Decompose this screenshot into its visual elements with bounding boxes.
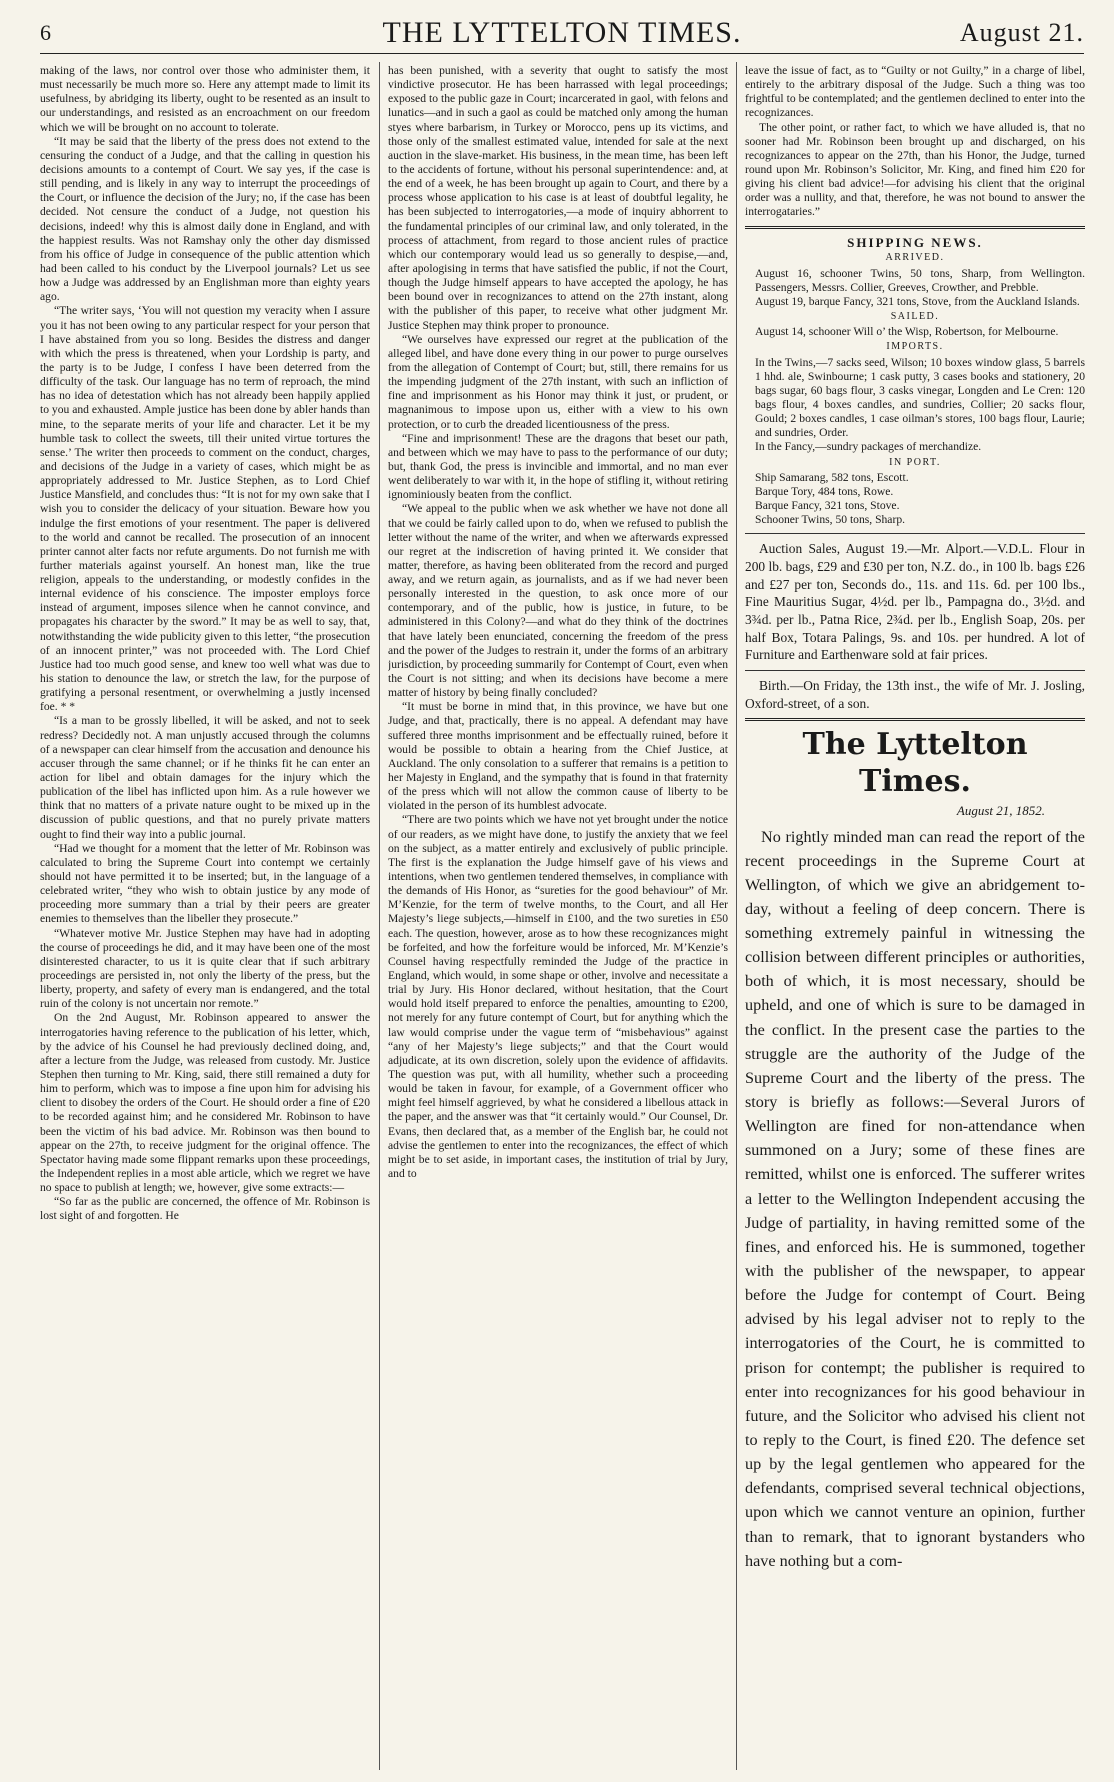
- masthead-title: THE LYTTELTON TIMES.: [382, 16, 742, 49]
- arrived-subheading: ARRIVED.: [885, 252, 945, 264]
- shipping-entry: In the Fancy,—sundry packages of merchandize.: [755, 440, 982, 454]
- shipping-entry: Ship Samarang, 582 tons, Escott.: [755, 470, 909, 484]
- column-1: [40, 64, 370, 1764]
- page-number: 6: [40, 20, 51, 45]
- shipping-entry: Schooner Twins, 50 tons, Sharp.: [755, 513, 906, 527]
- page-header: [40, 14, 1084, 54]
- auction-sales: Auction Sales, August 19.—Mr. Alport.—V.D.L. Flour in 200 lb. bags, £29 and £30 per ton, N.Z. do., in 100 lb. bags £26 and £27 per ton, Seconds do., 11s. and 11s. 6d. per 100 lbs., Fine Mauritius Sugar, 4½d. per lb., Pampagna do., 3½d. and 3¾d. per lb., Patna Rice, 2¾d. per lb., English Soap, 20s. per half Box, Totara Palings, 9s. and 10s. per hundred. A lot of Furniture and Earthenware sold at fair prices.: [745, 541, 1085, 663]
- shipping-entry: Barque Fancy, 321 tons, Stove.: [755, 498, 900, 512]
- header-date: August 21.: [959, 18, 1084, 47]
- imports-subheading: IMPORTS.: [886, 341, 944, 353]
- paragraph: “Fine and imprisonment! These are the dragons that beset our path, and between which we may have to pass to the performance of our duty; but, thank God, the press is invincible and immortal, and no man ever went deliberately to war with it, in the hope of stifling it, without retiring ignominiously beaten from the conflict.: [388, 431, 728, 502]
- paragraph: “Is a man to be grossly libelled, it will be asked, and not to seek redress? Decidedly not. A man unjustly accused through the columns of a newspaper can clear himself from the accusation and denounce his accuser through the same channel; or if he thinks fit he can enter an action for libel and obtain damages for the injury which the publication of the libel has inflicted upon him. As a rule however we think that no matters of a private nature ought to be mixed up in the discussion of public questions, and that no purely private matters ought to find their way into a public journal.: [40, 714, 370, 841]
- paragraph: making of the laws, nor control over those who administer them, it must necessarily be much more so. Here any attempt made to limit its usefulness, by abridging its liberty, ought to be resented as an insult to our understandings, and resisted as an encroachment on our freedom which we will be brought on no account to tolerate.: [40, 64, 370, 134]
- shipping-entry: August 16, schooner Twins, 50 tons, Sharp, from Wellington. Passengers, Messrs. Collier, Greeves, Crowther, and Prebble.: [755, 266, 1085, 294]
- paragraph: “We appeal to the public when we ask whether we have not done all that we could be fairly called upon to do, when we refused to publish the letter without the name of the writer, and when we afterwards expressed our regret at the indiscretion of having printed it. We consider that matter, therefore, as having been obliterated from the record and purged away, and we return again, as journalists, and as if we had never been personally interested in the question, to ask once more of our contemporary, and of the public, how is justice, in future, to be administered in this Colony?—and what do they think of the doctrines that have lately been enunciated, concerning the freedom of the press and the power of the Judges to restrain it, under the forms of an arbitrary jurisdiction, by proceeding summarily for Contempt of Court, even when the Court is not sitting; and when its decisions have become a mere matter of history by being finally concluded?: [388, 502, 728, 700]
- shipping-entry: In the Twins,—7 sacks seed, Wilson; 10 boxes window glass, 5 barrels 1 hhd. ale, Swinbourne; 1 cask putty, 3 cases books and stationery, 20 bags sugar, 60 bags flour, 3 casks vinegar, Longden and Le Cren: 120 bags flour, 4 boxes candles, and sundries, Collier; 20 sacks flour, Gould; 2 boxes candles, 1 case oilman’s stores, 100 bags flour, Laurie; and sundries, Order.: [755, 355, 1085, 440]
- section-rule: [745, 670, 1085, 671]
- paragraph: “We ourselves have expressed our regret at the publication of the alleged libel, and have done every thing in our power to purge ourselves from the allegation of Contempt of Court; but, still, there remains for us the impending judgment of the 27th instant, with such an infliction of fine and imprisonment as his Honor may think it just, or prudent, or magnanimous to impose upon us, either with a view to his own protection, or to curb the dreaded licentiousness of the press.: [388, 332, 728, 431]
- paragraph: “There are two points which we have not yet brought under the notice of our readers, as we might have done, to justify the anxiety that we feel on the subject, as a matter entirely and exclusively of public principle. The first is the explanation the Judge himself gave of his views and intentions, when two gentlemen tendered themselves, in compliance with the demands of His Honor, as “sureties for the good behaviour” of Mr. M’Kenzie, for the term of twelve months, to the Court, and all Her Majesty’s liege subjects,—himself in £100, and the two sureties in £50 each. The question, however, arose as to how these recognizances might be forfeited, and how the forfeiture would be inforced, Mr. M’Kenzie’s Counsel having respectfully reminded the Judge of the practice in England, which would, in some shape or other, involve and necessitate a trial by Jury. His Honor declared, without hesitation, that the Court would hold itself prepared to enforce the penalties, amounting to £200, not merely for any future contempt of Court, but for anything which the law would comprise under the vague term of “misbehavious” against “any of her Majesty’s liege subjects;” and that the Court would adjudicate, at its own discretion, solely upon the evidence of affidavits. The question was put, with all humility, whether such a proceeding would be taken in favour, for example, of a Government officer who might feel himself aggrieved, by what he considered a libellous attack in the paper, and the answer was that “it certainly would.” Our Counsel, Dr. Evans, then declared that, as a member of the English bar, he could not advise the gentlemen to enter into the recognizances, the effect of which might be to set aside, in important cases, the institution of trial by Jury, and to: [388, 813, 728, 1180]
- paragraph: The other point, or rather fact, to which we have alluded is, that no sooner had Mr. Robinson been brought up and discharged, on his recognizances to appear on the 27th, than his Honor, the Judge, turned round upon Mr. Robinson’s Solicitor, Mr. King, and fined him £20 for giving his client bad advice!—for advising his client that the original order was a nullity, and that, therefore, he was not bound to answer the interrogataries.”: [745, 120, 1085, 219]
- column-divider: [379, 62, 380, 1770]
- paragraph: “So far as the public are concerned, the offence of Mr. Robinson is lost sight of and forgotten. He: [40, 1195, 370, 1223]
- paragraph: “The writer says, ‘You will not question my veracity when I assure you it has not been owing to any particular respect for your person that I have abstained from you so long. Besides the distress and danger with which the press is threatened, when your Lordship is party, and the party is to be Judge, I confess I have been deterred from the difficulty of the task. Our language has no term of reproach, the mind has no idea of detestation which has not already been happily applied to you and exhausted. Ample justice has been done by abler hands than mine, to the separate merits of your life and character. Let it be my humble task to collect the sweets, till their united virtue tortures the sense.’ The writer then proceeds to comment on the conduct, charges, and decisions of the Judge in a variety of cases, which might be as appropriately addressed to Mr. Justice Stephen, as to Lord Chief Justice Mansfield, and concludes thus: “It is not for my own sake that I wish you to consider the delicacy of your situation. Beware how you indulge the first emotions of your resentment. The paper is delivered to the world and cannot be recalled. The prosecution of an innocent printer cannot alter facts nor refute arguments. Do not furnish me with further materials against yourself. An honest man, like the true religion, appeals to the understanding, or modestly confides in the internal evidence of his conscience. The imposter employs force instead of argument, imposes silence when he cannot convince, and propagates his character by the sword.” It may be as well to say, that, notwithstanding the wide publicity given to this letter, “the prosecution of an innocent printer,” was not proceeded with. The Lord Chief Justice had too much good sense, and knew too well what was due to his station to denounce the law, or stretch the law, for the purpose of gratifying a personal resentment, or overwhelming a justly incensed foe. * *: [40, 304, 370, 714]
- shipping-entry: August 14, schooner Will o’ the Wisp, Robertson, for Melbourne.: [755, 325, 1059, 339]
- paragraph: leave the issue of fact, as to “Guilty or not Guilty,” in a charge of libel, entirely to the arbitrary disposal of the Judge. Such a thing was too frightful to be contemplated; and the gentlemen declined to enter into the recognizances.: [745, 64, 1085, 120]
- paragraph: “Had we thought for a moment that the letter of Mr. Robinson was calculated to bring the Supreme Court into contempt we certainly should not have permitted it to be inserted; but, in the language of a celebrated writer, “they who wish to obtain justice by any mode of proceeding more summary than a trial by their peers are greater enemies to themselves than the libeller they prosecute.”: [40, 841, 370, 926]
- paragraph: “It may be said that the liberty of the press does not extend to the censuring the conduct of a Judge, and that the calling in question his decisions amounts to a contempt of Court. We say yes, if the case is still pending, and is likely in any way to interrupt the proceedings of the Court, or influence the decision of the Jury; no, if the case has been decided. Not censure the conduct of a Judge, not question his decisions, indeed! why this is almost daily done in England, and with the happiest results. Was not Ramshay only the other day dismissed from his office of Judge in consequence of the public attention which had been called to his conduct by the Liverpool journals? Let us see how a Judge was addressed by an Englishman more than eighty years ago.: [40, 134, 370, 304]
- shipping-news-heading: SHIPPING NEWS.: [847, 234, 983, 250]
- paragraph: “Whatever motive Mr. Justice Stephen may have had in adopting the course of proceedings he did, and it may have been one of the most disinterested character, to us it is quite clear that if such arbitrary proceedings are persisted in, not only the liberty of the press, but the liberty, property, and safety of every man is endangered, and the total ruin of the colony is not uncertain nor remote.”: [40, 926, 370, 1011]
- header-rule: [40, 53, 1084, 54]
- leader-article: No rightly minded man can read the report of the recent proceedings in the Supreme Court at Wellington, of which we give an abridgement to-day, without a feeling of deep concern. There is something extremely painful in witnessing the collision between different principles or authorities, both of which, it is most necessary, should be upheld, and one of which is sure to be damaged in the conflict. In the present case the parties to the struggle are the authority of the Judge of the Supreme Court and the liberty of the press. The story is briefly as follows:—Several Jurors of Wellington are fined for non-attendance when summoned on a Jury; some of these fines are remitted, whilst one is enforced. The sufferer writes a letter to the Wellington Independent accusing the Judge of partiality, in having remitted some of the fines, and enforced his. He is summoned, together with the publisher of the newspaper, to appear before the Judge for contempt of Court. Being advised by his legal adviser not to reply to the interrogatories of the Court, he is committed to prison for contempt; the publisher is required to enter into recognizances for his good behaviour in future, and the Solicitor who advised his client not to reply to the Court, is fined £20. The defence set up by the legal gentlemen who appeared for the defendants, comprised several technical objections, upon which we cannot venture an opinion, further than to remark, that to ignorant bystanders who have nothing but a com-: [745, 827, 1085, 1570]
- leader-title: The Lyttelton Times.: [802, 727, 1028, 800]
- paragraph: On the 2nd August, Mr. Robinson appeared to answer the interrogatories having reference to the publication of his letter, which, by the advice of his Counsel he had previously declined doing, and, after a lecture from the Judge, was released from custody. Mr. Justice Stephen then turning to Mr. King, said, there still remained a duty for him to perform, which was to impose a fine upon him for advising his client to disobey the orders of the Court. He should order a fine of £20 to be recorded against him; and he considered Mr. Robinson to have been the victim of his bad advice. Mr. Robinson was then bound to appear on the 27th, to receive judgment for the original offence. The Spectator having made some flippant remarks upon these proceedings, the Independent replies in a most able article, which we regret we have no space to publish at length; we, however, give some extracts:—: [40, 1011, 370, 1195]
- column-divider: [736, 62, 737, 1770]
- column-3: [745, 64, 1085, 1764]
- sailed-subheading: SAILED.: [890, 311, 940, 323]
- section-rule: [745, 226, 1085, 229]
- shipping-entry: August 19, barque Fancy, 321 tons, Stove, from the Auckland Islands.: [755, 294, 1080, 308]
- leader-date: August 21, 1852.: [956, 802, 1045, 818]
- shipping-entry: Barque Tory, 484 tons, Rowe.: [755, 484, 894, 498]
- in-port-subheading: IN PORT.: [889, 456, 941, 468]
- paragraph: “It must be borne in mind that, in this province, we have but one Judge, and that, practically, there is no appeal. A defendant may have suffered three months imprisonment and be effectually ruined, before it would be possible to obtain a hearing from the Chief Justice, at Auckland. The only consolation to a sufferer that remains is a petition to her Majesty in England, and the sympathy that is found in that fraternity of the press which will not allow the common cause of liberty to be violated in the person of its humblest advocate.: [388, 700, 728, 813]
- column-2: [388, 64, 728, 1764]
- paragraph: has been punished, with a severity that ought to satisfy the most vindictive prosecutor. He has been harrassed with legal proceedings; exposed to the public gaze in Court; incarcerated in gaol, with felons and lunatics—and in such a gaol as could be matched only among the human styes where barbarism, in Turkey or Morocco, pens up its victims, and those only of the smallest estimated value, intended for sale at the next auction in the slave-market. His business, in the mean time, has been left to the accidents of fortune, without his personal superintendence: and, at the end of a week, he has been brought up again to Court, and there by a process whose application to his case is at least of doubtful legality, he has been subjected to interrogatories,—a mode of inquiry abhorrent to the fundamental principles of our criminal law, and only tolerated, in the process of attachment, from regard to those ancient rules of practice which our contemporary would lead us so generally to despise,—and, after apologising in terms that have satisfied the public, if not the Court, though the Judge himself appears to have accepted the apology, he has been bound over in recognizances to attend on the 27th instant, along with the publisher of this paper, to receive what other judgment Mr. Justice Stephen may think proper to pronounce.: [388, 64, 728, 332]
- section-rule: [745, 718, 1085, 721]
- section-rule: [745, 533, 1085, 534]
- birth-notice: Birth.—On Friday, the 13th inst., the wife of Mr. J. Josling, Oxford-street, of a son.: [745, 678, 1085, 711]
